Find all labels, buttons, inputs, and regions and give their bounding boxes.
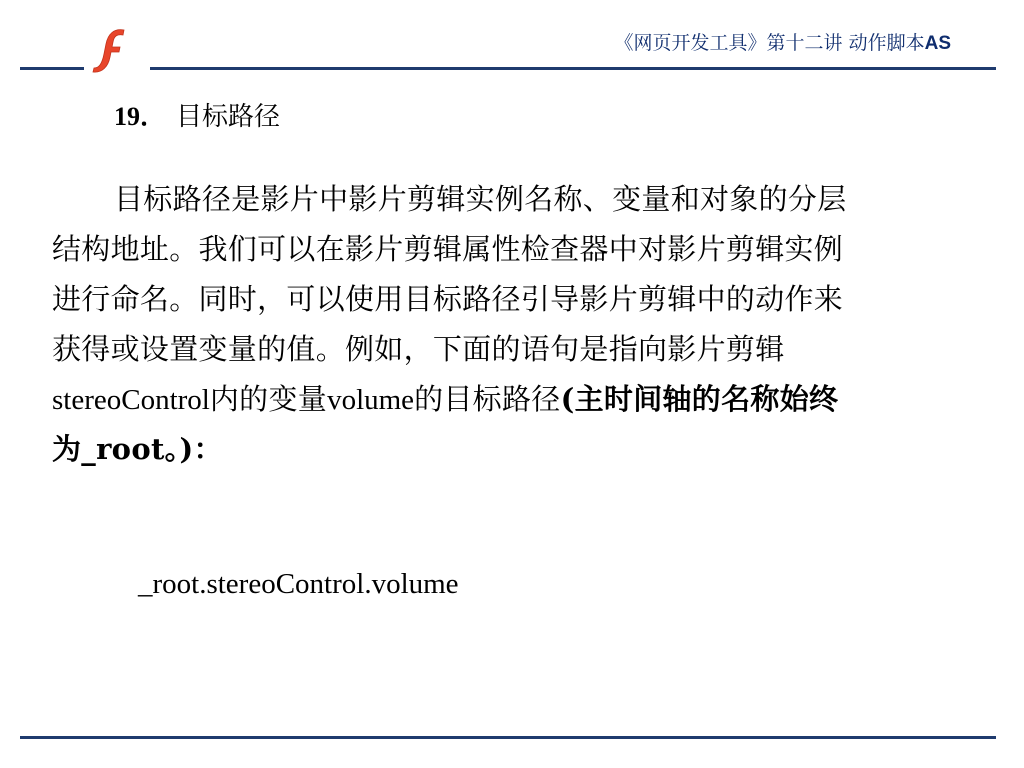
inline-term-stereocontrol: stereoControl <box>52 384 210 416</box>
header-title <box>615 28 951 55</box>
paragraph-text: 内的变量 <box>209 382 328 416</box>
code-example: _root.stereoControl.volume <box>138 568 459 600</box>
section-heading <box>114 96 280 133</box>
footer-rule <box>20 736 996 739</box>
section-number: 19． <box>114 102 167 131</box>
section-title: 目标路径 <box>176 102 281 132</box>
body-paragraph <box>52 174 982 474</box>
paragraph-line: 获得或设置变量的值。例如，下面的语句是指向影片剪辑 <box>52 332 785 366</box>
paragraph-text: 的目标路径 <box>414 382 561 416</box>
header-title-suffix: AS <box>924 33 951 54</box>
paragraph-line: 进行命名。同时，可以使用目标路径引导影片剪辑中的动作来 <box>52 282 844 316</box>
paragraph-line <box>52 374 982 424</box>
flash-logo-icon <box>88 24 138 74</box>
header-rule-left <box>20 67 84 70</box>
paragraph-note: (主时间轴的名称始终 <box>560 382 839 416</box>
paragraph-line-note: 为_root。)： <box>52 432 223 466</box>
paragraph-line: 结构地址。我们可以在影片剪辑属性检查器中对影片剪辑实例 <box>52 232 844 266</box>
header-rule-right <box>150 67 996 70</box>
header-title-text: 《网页开发工具》第十二讲 动作脚本 <box>614 32 925 54</box>
paragraph-line: 目标路径是影片中影片剪辑实例名称、变量和对象的分层 <box>114 182 847 216</box>
inline-term-volume: volume <box>327 384 415 416</box>
